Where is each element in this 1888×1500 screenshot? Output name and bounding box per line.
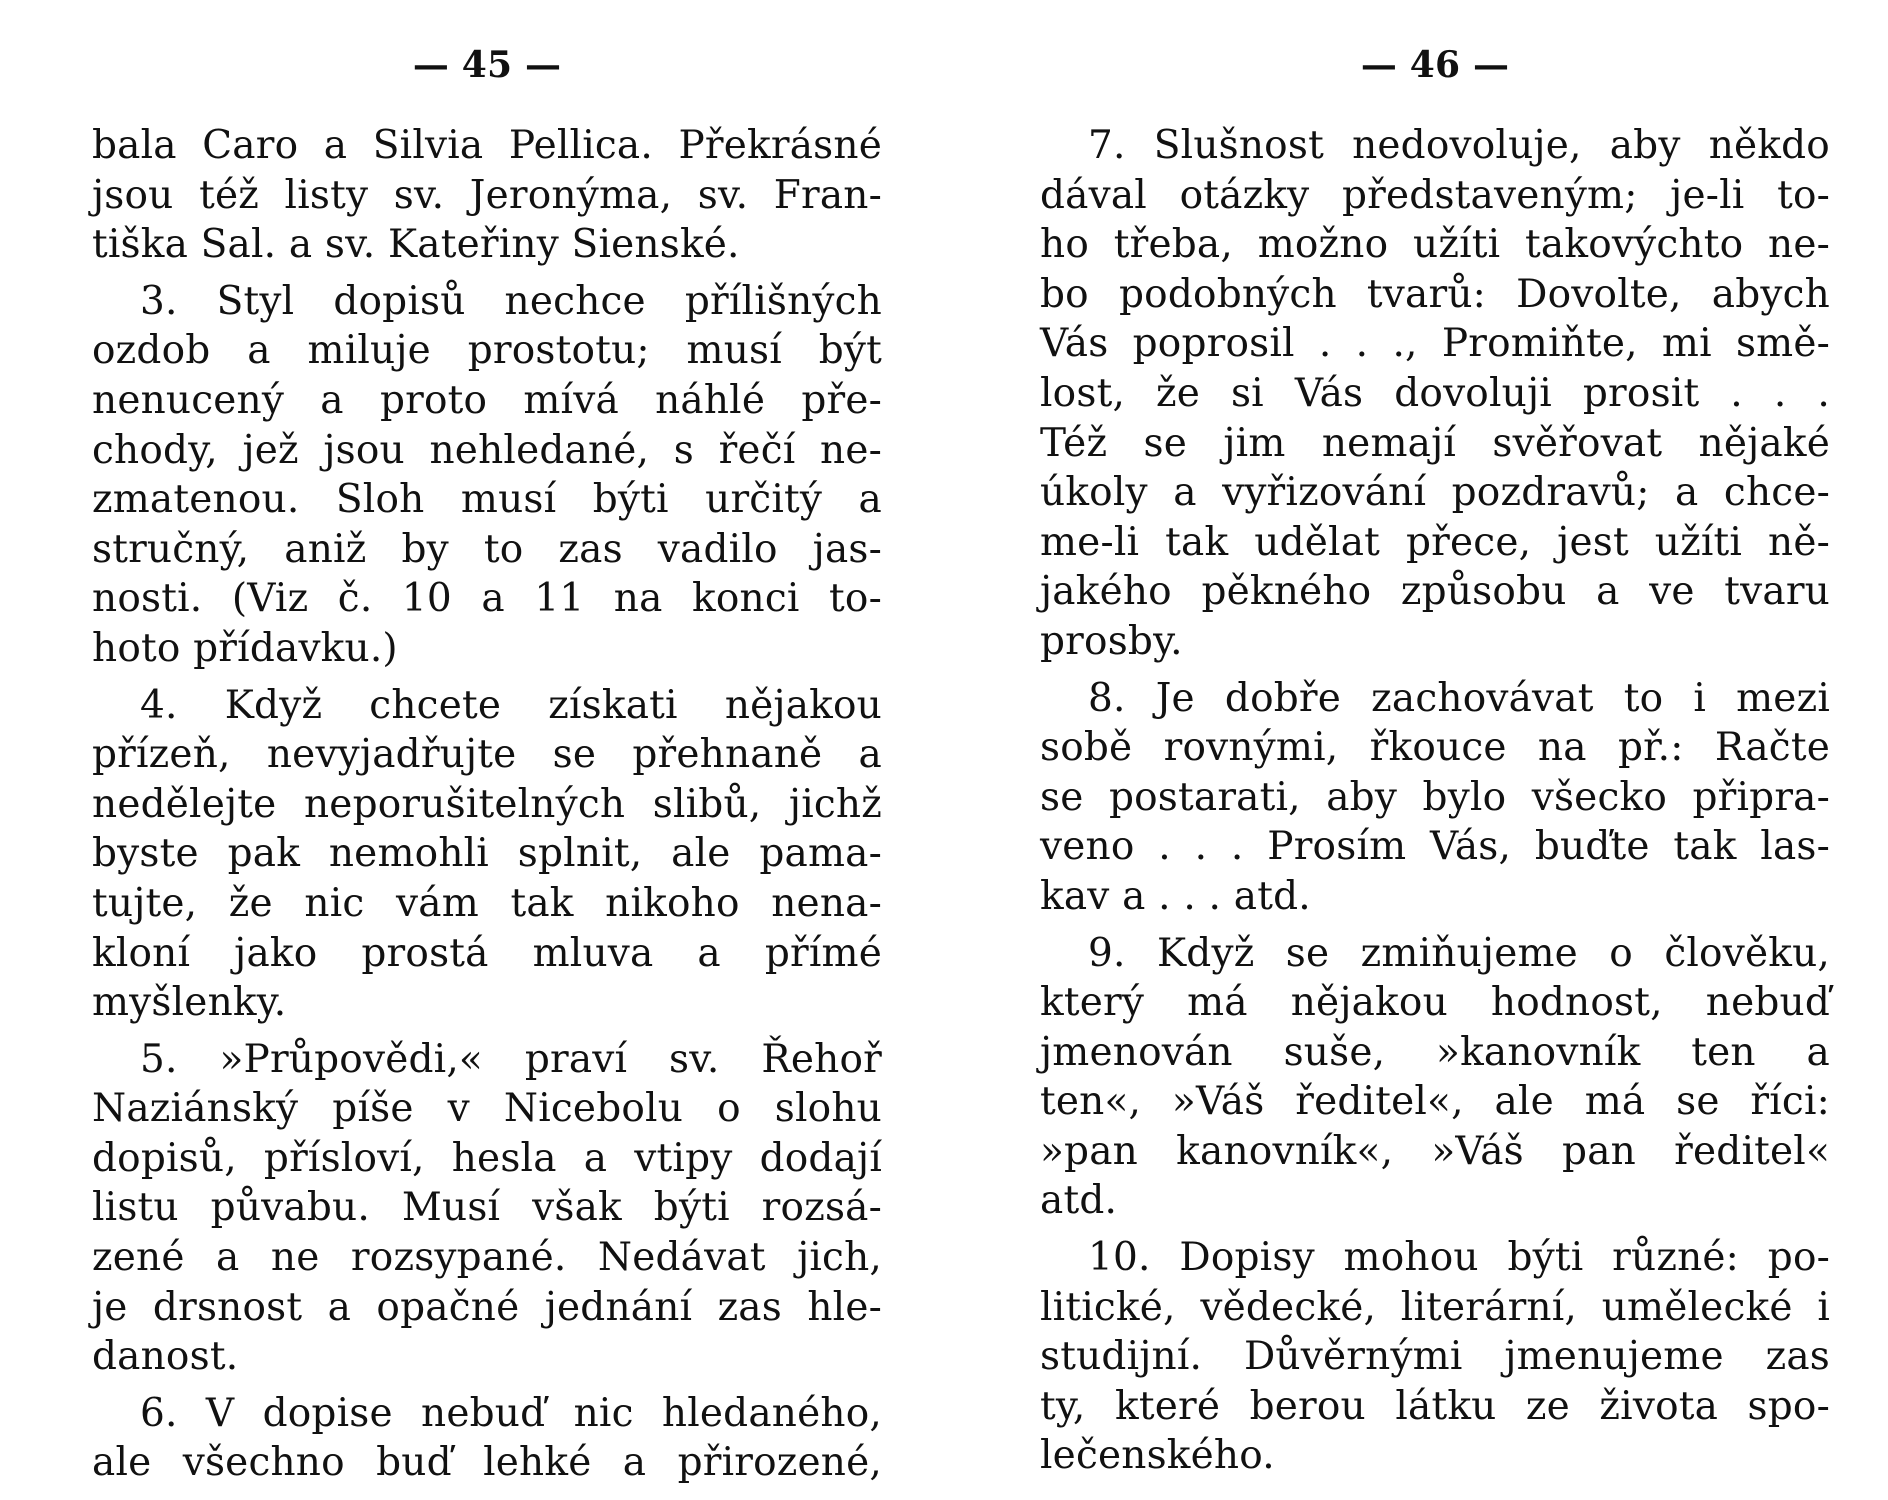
right-page: [1040, 40, 1830, 1481]
text-line: se postarati, aby bylo všecko připra-: [1040, 774, 1830, 820]
text-line: jmenován suše, »kanovník ten a: [1040, 1029, 1830, 1075]
text-line: bo podobných tvarů: Dovolte, abych: [1040, 271, 1830, 317]
text-line: hoto přídavku.): [92, 625, 398, 671]
paragraph-8-start: 8. Je dobře zachovávat to i mezi: [1088, 675, 1830, 721]
text-line: myšlenky.: [92, 980, 287, 1026]
text-line: byste pak nemohli splnit, ale pama-: [92, 831, 882, 877]
text-line: lečenského.: [1040, 1433, 1275, 1479]
text-line: ty, které berou látku ze života spo-: [1040, 1383, 1830, 1429]
text-line: listu půvabu. Musí však býti rozsá-: [92, 1185, 882, 1231]
text-line: stručný, aniž by to zas vadilo jas-: [92, 526, 882, 572]
left-page-text: [92, 121, 882, 1488]
text-line: zené a ne rozsypané. Nedávat jich,: [92, 1235, 882, 1281]
text-line: Naziánský píše v Nicebolu o slohu: [92, 1086, 882, 1132]
text-line: je drsnost a opačné jednání zas hle-: [92, 1284, 882, 1330]
paragraph-7-start: 7. Slušnost nedovoluje, aby někdo: [1088, 123, 1830, 168]
text-line: nenucený a proto mívá náhlé pře-: [92, 377, 882, 423]
text-line: Vás poprosil . . ., Promiňte, mi smě-: [1040, 321, 1830, 367]
text-line: me-li tak udělat přece, jest užíti ně-: [1040, 519, 1830, 565]
text-line: atd.: [1040, 1178, 1118, 1224]
text-line: Též se jim nemají svěřovat nějaké: [1040, 420, 1830, 466]
text-line: studijní. Důvěrnými jmenujeme zas: [1040, 1334, 1830, 1380]
text-line: bala Caro a Silvia Pellica. Překrásné: [92, 123, 882, 168]
text-line: prosby.: [1040, 618, 1183, 664]
text-line: kloní jako prostá mluva a přímé: [92, 930, 882, 976]
right-page-text: [1040, 121, 1830, 1481]
left-page: [92, 40, 882, 1488]
text-line: veno . . . Prosím Vás, buďte tak las-: [1040, 824, 1830, 870]
page-number-46: — 46 —: [1360, 44, 1510, 86]
text-line: jakého pěkného způsobu a ve tvaru: [1040, 569, 1830, 615]
text-line: který má nějakou hodnost, nebuď: [1040, 980, 1830, 1026]
text-line: ale všechno buď lehké a přirozené,: [92, 1440, 882, 1486]
text-line: nosti. (Viz č. 10 a 11 na konci to-: [92, 576, 882, 622]
text-line: zmatenou. Sloh musí býti určitý a: [92, 477, 882, 523]
paragraph-10-start: 10. Dopisy mohou býti různé: po-: [1088, 1235, 1830, 1281]
text-line: danost.: [92, 1334, 239, 1380]
text-line: ozdob a miluje prostotu; musí být: [92, 328, 882, 374]
paragraph-3-start: 3. Styl dopisů nechce přílišných: [140, 278, 882, 324]
text-line: lost, že si Vás dovoluji prosit . . .: [1040, 370, 1830, 416]
text-line: sobě rovnými, řkouce na př.: Račte: [1040, 725, 1830, 771]
text-line: chody, jež jsou nehledané, s řečí ne-: [92, 427, 882, 473]
text-line: dával otázky představeným; je-li to-: [1040, 172, 1830, 218]
text-line: dopisů, přísloví, hesla a vtipy dodají: [92, 1135, 882, 1181]
paragraph-5-start: 5. »Průpovědi,« praví sv. Řehoř: [140, 1036, 882, 1082]
text-line: nedělejte neporušitelných slibů, jichž: [92, 781, 882, 827]
text-line: »pan kanovník«, »Váš pan ředitel«: [1040, 1128, 1830, 1174]
text-line: přízeň, nevyjadřujte se přehnaně a: [92, 732, 882, 778]
paragraph-9-start: 9. Když se zmiňujeme o člověku,: [1088, 930, 1830, 976]
text-line: ten«, »Váš ředitel«, ale má se říci:: [1040, 1079, 1830, 1125]
paragraph-4-start: 4. Když chcete získati nějakou: [140, 682, 882, 728]
text-line: jsou též listy sv. Jeronýma, sv. Fran-: [92, 172, 882, 218]
text-line: litické, vědecké, literární, umělecké i: [1040, 1284, 1830, 1330]
page-number-45: — 45 —: [412, 44, 562, 86]
text-line: ho třeba, možno užíti takovýchto ne-: [1040, 222, 1830, 268]
text-line: kav a . . . atd.: [1040, 873, 1311, 919]
text-line: tujte, že nic vám tak nikoho nena-: [92, 880, 882, 926]
text-line: úkoly a vyřizování pozdravů; a chce-: [1040, 470, 1830, 516]
paragraph-6-start: 6. V dopise nebuď nic hledaného,: [140, 1390, 882, 1436]
text-line: tiška Sal. a sv. Kateřiny Sienské.: [92, 222, 740, 268]
